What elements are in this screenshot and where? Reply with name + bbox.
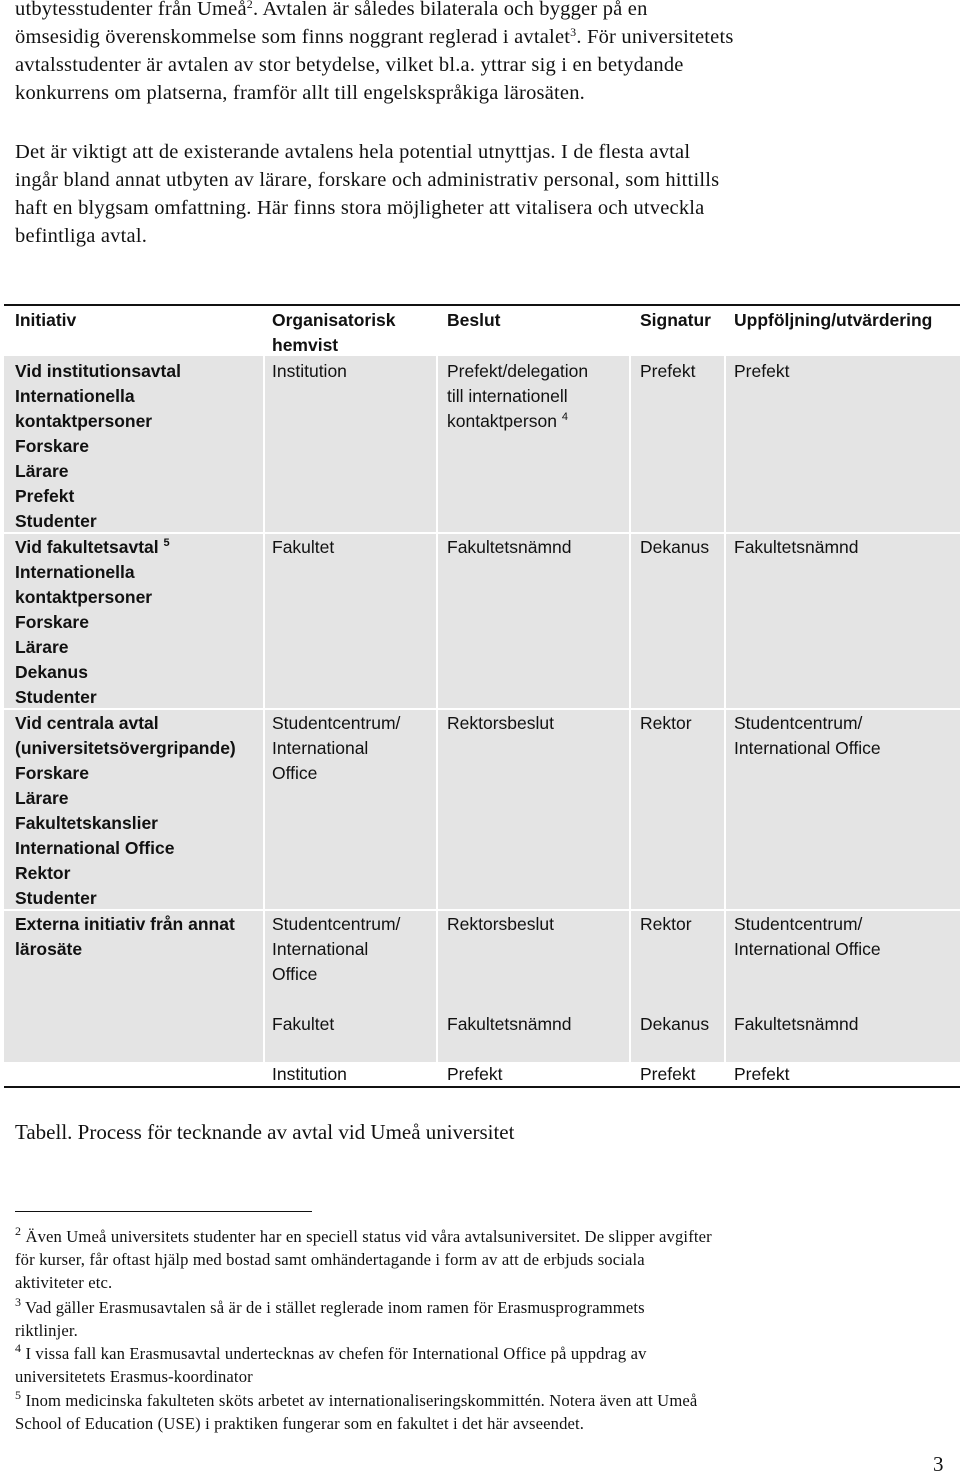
cell-line: Prefekt — [15, 486, 75, 506]
header-uppfoljning: Uppföljning/utvärdering — [734, 310, 933, 330]
text-fragment: . För universitetets — [576, 26, 734, 48]
text-line — [15, 23, 945, 51]
cell-line: Fakultetsnämnd — [447, 537, 572, 557]
row1-initiativ — [15, 359, 181, 534]
page-number: 3 — [933, 1452, 944, 1476]
header-line: Organisatorisk — [272, 310, 396, 330]
text-line — [15, 0, 945, 23]
text-fragment: Även Umeå universitets studenter har en speciell status vid våra avtalsuniversitet. De slipper avgifter — [21, 1227, 712, 1246]
cell-line: Dekanus — [15, 662, 88, 682]
cell-line: Institution — [272, 361, 347, 381]
text-fragment: I vissa fall kan Erasmusavtal undertecknas av chefen för International Office på uppdrag av — [21, 1344, 647, 1363]
row4-initiativ — [15, 912, 235, 962]
footnote-ref: 5 — [163, 537, 170, 549]
cell-line: Studenter — [15, 888, 97, 908]
header-beslut: Beslut — [447, 310, 501, 330]
cell-line: Studenter — [15, 511, 97, 531]
cell-line: Forskare — [15, 436, 89, 456]
cell-line: Internationella — [15, 562, 135, 582]
text-line: ingår bland annat utbyten av lärare, forskare och administrativ personal, som hittills — [15, 169, 720, 191]
footnote-3 — [15, 1296, 950, 1342]
row6-hemvist — [272, 1062, 347, 1087]
cell-line: Lärare — [15, 637, 69, 657]
cell-line: Vid centrala avtal — [15, 713, 159, 733]
cell-line: Prefekt — [734, 361, 790, 381]
cell-line: Studentcentrum/ — [734, 713, 863, 733]
row6-beslut — [447, 1062, 502, 1087]
row2-signatur: Dekanus — [640, 537, 710, 557]
cell-line: International Office — [734, 939, 881, 959]
footnote-ref: 3 — [570, 25, 577, 39]
cell-line: Studenter — [15, 687, 97, 707]
cell-line: Studentcentrum/ — [734, 914, 863, 934]
cell-line: till internationell — [447, 386, 568, 406]
cell-line: Externa initiativ från annat — [15, 914, 235, 934]
table-caption: Tabell. Process för tecknande av avtal vid Umeå universitet — [15, 1120, 515, 1144]
row1-hemvist — [272, 359, 347, 384]
cell-text: Vid fakultetsavtal — [15, 537, 159, 557]
paragraph-potential — [15, 138, 945, 250]
row4-beslut — [447, 912, 554, 937]
cell-line: lärosäte — [15, 939, 83, 959]
text-fragment: Inom medicinska fakulteten sköts arbetet av internationaliseringskommittén. Notera även att Umeå — [21, 1391, 698, 1410]
footnote-number: 4 — [15, 1341, 22, 1355]
footnote-number: 2 — [15, 1224, 22, 1238]
text-line: haft en blygsam omfattning. Här finns stora möjligheter att vitalisera och utveckla — [15, 197, 705, 219]
cell-line: Fakultetsnämnd — [447, 1014, 572, 1034]
cell-line: Vid institutionsavtal — [15, 361, 181, 381]
cell-text: kontaktperson — [447, 411, 557, 431]
footnote-ref: 2 — [246, 0, 253, 11]
cell-line: Office — [272, 763, 318, 783]
row1-signatur: Prefekt — [640, 361, 696, 381]
text-line: Det är viktigt att de existerande avtalens hela potential utnyttjas. I de flesta avtal — [15, 141, 691, 163]
cell-line: Prefekt — [734, 1064, 790, 1084]
text-line — [15, 1389, 950, 1412]
footnote-4 — [15, 1342, 950, 1388]
cell-line: Forskare — [15, 763, 89, 783]
footnote-ref: 4 — [561, 411, 568, 423]
row1-beslut — [447, 359, 588, 434]
row6-uppfoljning — [734, 1062, 789, 1087]
text-line: School of Education (USE) i praktiken fungerar som en fakultet i det här avseendet. — [15, 1414, 585, 1433]
cell-line: (universitetsövergripande) — [15, 738, 236, 758]
text-line: aktiviteter etc. — [15, 1273, 113, 1292]
text-fragment: Vad gäller Erasmusavtalen så är de i stället reglerade inom ramen för Erasmusprogrammets — [21, 1298, 645, 1317]
row3-signatur: Rektor — [640, 713, 692, 733]
cell-line — [15, 535, 170, 560]
cell-line: Fakultetskanslier — [15, 813, 158, 833]
cell-line: Lärare — [15, 461, 69, 481]
footnote-2 — [15, 1225, 950, 1294]
row5-hemvist — [272, 1012, 334, 1037]
text-line: konkurrens om platserna, framför allt till engelskspråkiga lärosäten. — [15, 82, 585, 104]
row1-uppfoljning — [734, 359, 789, 384]
cell-line: Studentcentrum/ — [272, 914, 401, 934]
row6-signatur: Prefekt — [640, 1064, 696, 1084]
row5-signatur: Dekanus — [640, 1014, 710, 1034]
header-initiativ: Initiativ — [15, 310, 77, 330]
cell-line: International Office — [15, 838, 175, 858]
row2-initiativ — [15, 535, 170, 710]
footnote-number: 5 — [15, 1388, 22, 1402]
text-line: befintliga avtal. — [15, 225, 148, 247]
row5-uppfoljning — [734, 1012, 859, 1037]
row4-hemvist — [272, 912, 400, 987]
cell-line — [447, 409, 588, 434]
row4-signatur: Rektor — [640, 914, 692, 934]
cell-line: International — [272, 738, 369, 758]
cell-line: Rektorsbeslut — [447, 914, 554, 934]
row2-uppfoljning — [734, 535, 859, 560]
row3-beslut — [447, 711, 554, 736]
header-signatur: Signatur — [640, 310, 711, 330]
row2-beslut — [447, 535, 572, 560]
row2-hemvist — [272, 535, 334, 560]
cell-line: International Office — [734, 738, 881, 758]
text-line — [15, 1225, 950, 1248]
row5-beslut — [447, 1012, 572, 1037]
cell-line: Prefekt/delegation — [447, 361, 589, 381]
cell-line: Studentcentrum/ — [272, 713, 401, 733]
row3-uppfoljning — [734, 711, 881, 761]
cell-line: kontaktpersoner — [15, 411, 153, 431]
text-line: riktlinjer. — [15, 1321, 78, 1340]
header-line: hemvist — [272, 335, 339, 355]
text-line: för kurser, får oftast hjälp med bostad samt omhändertagande i form av att de erbjuds sociala — [15, 1250, 645, 1269]
row4-uppfoljning — [734, 912, 881, 962]
paragraph-intro — [15, 0, 945, 107]
footnote-number: 3 — [15, 1295, 22, 1309]
cell-line: Institution — [272, 1064, 347, 1084]
cell-line: Rektorsbeslut — [447, 713, 554, 733]
text-line: universitetets Erasmus-koordinator — [15, 1367, 253, 1386]
header-hemvist — [272, 308, 396, 358]
cell-line: Fakultet — [272, 537, 335, 557]
text-fragment: ömsesidig överenskommelse som finns noggrant reglerad i avtalet — [15, 26, 571, 48]
text-fragment: utbytesstudenter från Umeå — [15, 0, 247, 20]
cell-line: Rektor — [15, 863, 71, 883]
cell-line: International — [272, 939, 369, 959]
cell-line: Forskare — [15, 612, 89, 632]
process-table — [4, 304, 960, 1088]
text-fragment: . Avtalen är således bilaterala och bygger på en — [252, 0, 648, 20]
table-top-rule — [4, 304, 960, 306]
text-line — [15, 1342, 950, 1365]
cell-line: Fakultet — [272, 1014, 335, 1034]
row3-hemvist — [272, 711, 400, 786]
cell-line: Fakultetsnämnd — [734, 1014, 859, 1034]
cell-line: Prefekt — [447, 1064, 503, 1084]
cell-line: Lärare — [15, 788, 69, 808]
cell-line: Fakultetsnämnd — [734, 537, 859, 557]
cell-line: kontaktpersoner — [15, 587, 153, 607]
row3-initiativ — [15, 711, 236, 911]
text-line: avtalsstudenter är avtalen av stor betydelse, vilket bl.a. yttrar sig i en betydande — [15, 54, 684, 76]
footnote-separator — [15, 1211, 312, 1212]
footnote-5 — [15, 1389, 950, 1435]
cell-line: Office — [272, 964, 318, 984]
cell-line: Internationella — [15, 386, 135, 406]
text-line — [15, 1296, 950, 1319]
